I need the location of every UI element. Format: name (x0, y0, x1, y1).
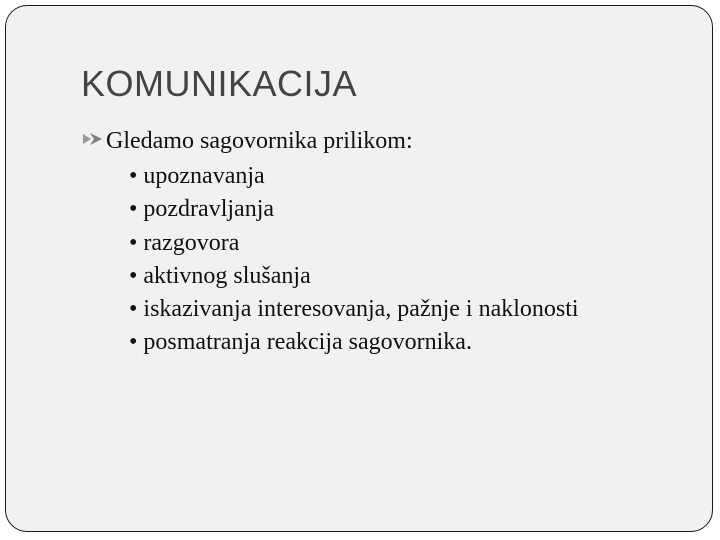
bullet-dot: • (129, 329, 138, 356)
slide-title: KOMUNIKACIJA (81, 63, 358, 104)
list-item-text: posmatranja reakcija sagovornika. (143, 329, 472, 356)
list-item (129, 293, 579, 326)
arrow-bullet-icon (82, 126, 105, 140)
slide (5, 5, 713, 532)
list-item (129, 160, 579, 193)
list-item (129, 260, 579, 293)
main-point-text: Gledamo sagovornika prilikom: (106, 128, 413, 154)
bullet-dot: • (129, 262, 138, 289)
list-item-text: upoznavanja (143, 163, 265, 189)
bullet-list (129, 160, 579, 360)
bullet-dot: • (129, 196, 138, 223)
list-item (129, 326, 579, 359)
list-item-text: pozdravljanja (143, 196, 275, 223)
list-item (129, 193, 579, 226)
list-item-text: iskazivanja interesovanja, pažnje i naklonosti (143, 296, 579, 323)
list-item-text: aktivnog slušanja (143, 262, 311, 289)
list-item (129, 227, 579, 260)
bullet-dot: • (129, 163, 138, 189)
list-item-text: razgovora (143, 229, 240, 256)
bullet-dot: • (129, 296, 138, 323)
bullet-dot: • (129, 229, 138, 256)
main-point (82, 126, 413, 155)
